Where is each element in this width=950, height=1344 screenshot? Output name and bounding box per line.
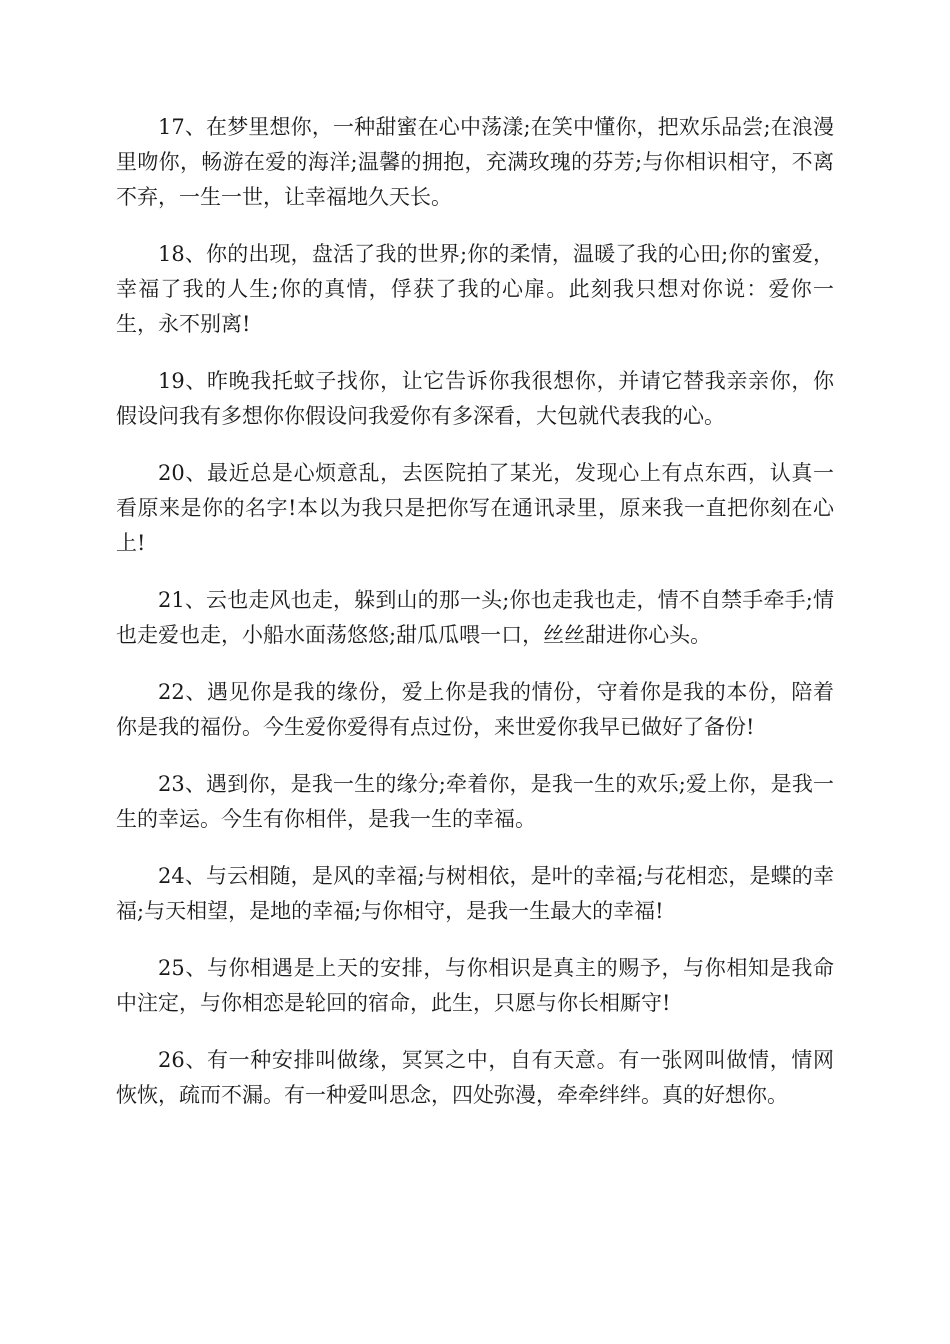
paragraph-23: 23、遇到你，是我一生的缘分;牵着你，是我一生的欢乐;爱上你，是我一生的幸运。今生有你相伴，是我一生的幸福。	[116, 772, 834, 831]
paragraph-21: 21、云也走风也走，躲到山的那一头;你也走我也走，情不自禁手牵手;情也走爱也走，小船水面荡悠悠;甜瓜瓜喂一口，丝丝甜进你心头。	[116, 588, 834, 647]
paragraph-24: 24、与云相随，是风的幸福;与树相依，是叶的幸福;与花相恋，是蝶的幸福;与天相望，是地的幸福;与你相守，是我一生最大的幸福!	[116, 864, 834, 923]
paragraph-19: 19、昨晚我托蚊子找你，让它告诉你我很想你，并请它替我亲亲你，你假设问我有多想你你假设问我爱你有多深看，大包就代表我的心。	[116, 369, 834, 428]
paragraph-25: 25、与你相遇是上天的安排，与你相识是真主的赐予，与你相知是我命中注定，与你相恋是轮回的宿命，此生，只愿与你长相厮守!	[116, 956, 834, 1015]
document-body	[116, 110, 834, 1135]
paragraph-17: 17、在梦里想你，一种甜蜜在心中荡漾;在笑中懂你，把欢乐品尝;在浪漫里吻你，畅游在爱的海洋;温馨的拥抱，充满玫瑰的芬芳;与你相识相守，不离不弃，一生一世，让幸福地久天长。	[116, 115, 834, 209]
paragraph-18: 18、你的出现，盘活了我的世界;你的柔情，温暖了我的心田;你的蜜爱，幸福了我的人生;你的真情，俘获了我的心扉。此刻我只想对你说：爱你一生，永不别离!	[116, 242, 834, 336]
paragraph-22: 22、遇见你是我的缘份，爱上你是我的情份，守着你是我的本份，陪着你是我的福份。今生爱你爱得有点过份，来世爱你我早已做好了备份!	[116, 680, 834, 739]
paragraph-20: 20、最近总是心烦意乱，去医院拍了某光，发现心上有点东西，认真一看原来是你的名字!本以为我只是把你写在通讯录里，原来我一直把你刻在心上!	[116, 461, 834, 555]
paragraph-26: 26、有一种安排叫做缘，冥冥之中，自有天意。有一张网叫做情，情网恢恢，疏而不漏。有一种爱叫思念，四处弥漫，牵牵绊绊。真的好想你。	[116, 1048, 834, 1107]
